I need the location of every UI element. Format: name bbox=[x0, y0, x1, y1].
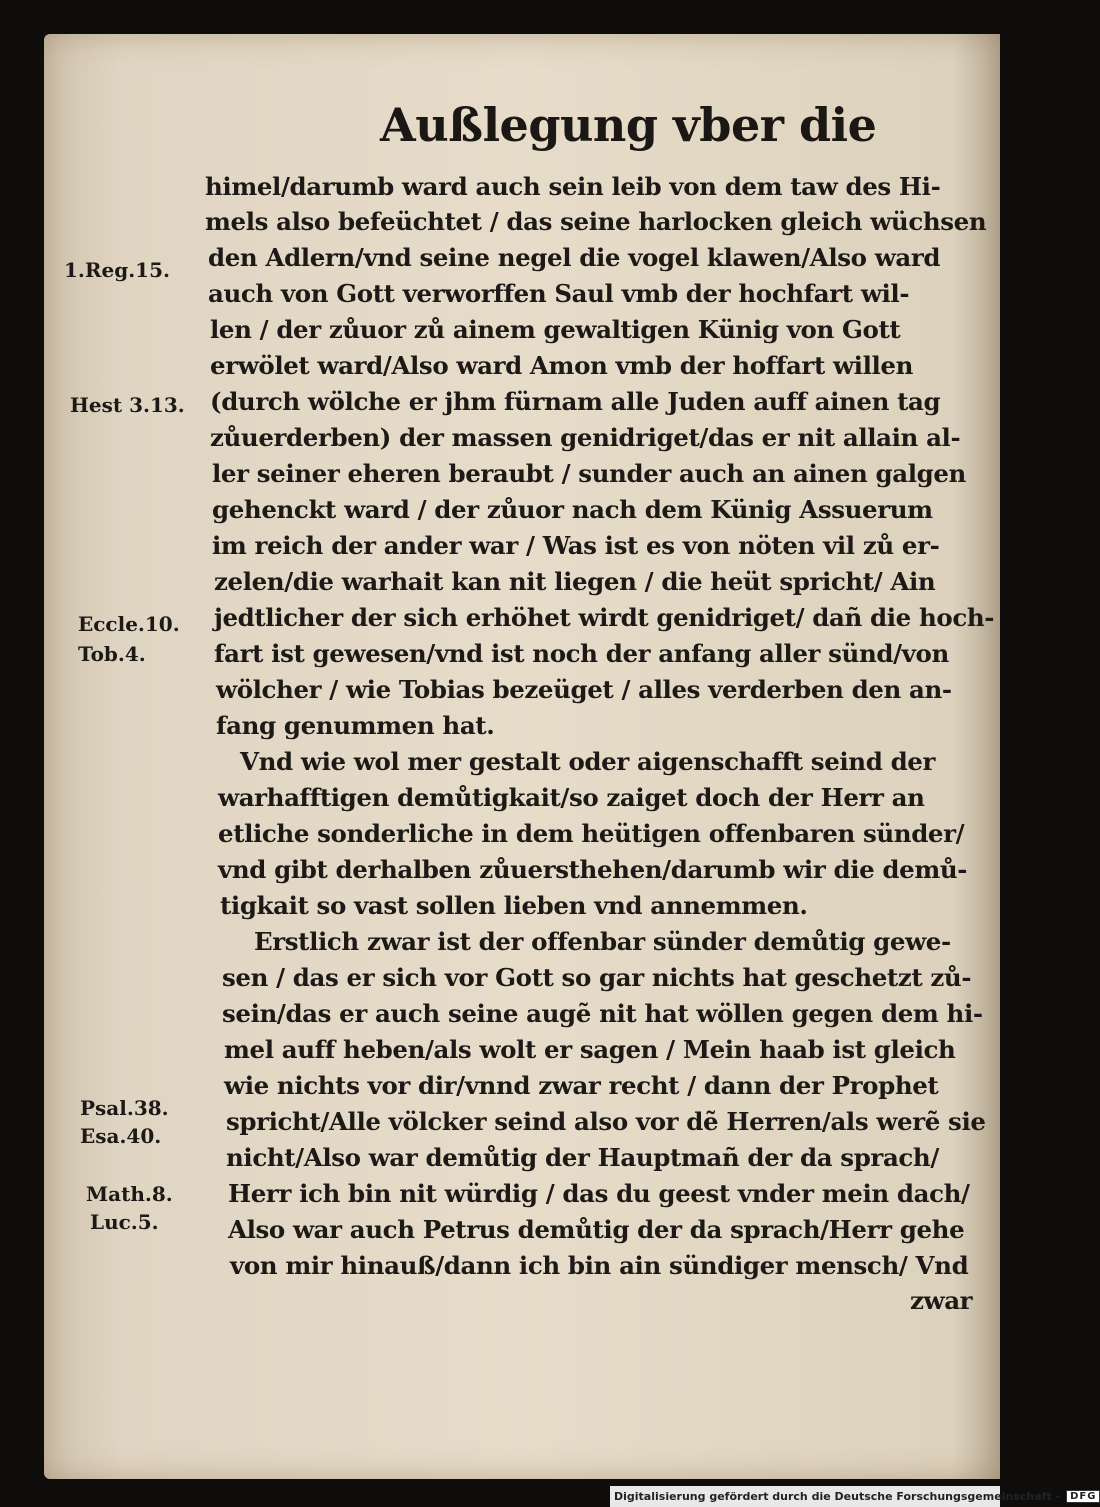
text-line: den Adlern/vnd seine negel die vogel klawen/Also ward bbox=[208, 243, 941, 272]
text-line: warhafftigen demůtigkait/so zaiget doch der Herr an bbox=[218, 783, 925, 812]
margin-note: 1.Reg.15. bbox=[64, 258, 170, 282]
text-line: himel/darumb ward auch sein leib von dem taw des Hi- bbox=[205, 172, 941, 201]
text-line: fang genummen hat. bbox=[216, 711, 495, 740]
page-header: Außlegung vber die bbox=[380, 98, 877, 152]
text-line: Vnd wie wol mer gestalt oder aigenschafft seind der bbox=[240, 747, 935, 776]
text-line: nicht/Also war demůtig der Hauptmañ der da sprach/ bbox=[226, 1143, 939, 1172]
margin-note: Math.8. bbox=[86, 1182, 173, 1206]
text-line: erwölet ward/Also ward Amon vmb der hoffart willen bbox=[210, 351, 914, 380]
text-line: tigkait so vast sollen lieben vnd annemmen. bbox=[220, 891, 808, 920]
text-line: von mir hinauß/dann ich bin ain sündiger mensch/ Vnd bbox=[230, 1251, 969, 1280]
text-line: Also war auch Petrus demůtig der da sprach/Herr gehe bbox=[228, 1215, 965, 1244]
text-line: len / der zůuor zů ainem gewaltigen Künig von Gott bbox=[210, 315, 901, 344]
text-line: etliche sonderliche in dem heütigen offenbaren sünder/ bbox=[218, 819, 965, 848]
text-line: mel auff heben/als wolt er sagen / Mein haab ist gleich bbox=[224, 1035, 956, 1064]
text-line: wölcher / wie Tobias bezeüget / alles verderben den an- bbox=[216, 675, 952, 704]
footer-bar bbox=[610, 1486, 1097, 1507]
text-line: Erstlich zwar ist der offenbar sünder demůtig gewe- bbox=[254, 927, 951, 956]
text-line: gehenckt ward / der zůuor nach dem Künig Assuerum bbox=[212, 495, 933, 524]
text-line: zůuerderben) der massen genidriget/das er nit allain al- bbox=[210, 423, 961, 452]
text-line: sein/das er auch seine augẽ nit hat wöllen gegen dem hi- bbox=[222, 999, 983, 1028]
margin-note: Tob.4. bbox=[78, 642, 146, 666]
text-line: fart ist gewesen/vnd ist noch der anfang aller sünd/von bbox=[214, 639, 949, 668]
margin-note: Eccle.10. bbox=[78, 612, 180, 636]
text-line: spricht/Alle völcker seind also vor dẽ Herren/als werẽ sie bbox=[226, 1107, 986, 1136]
text-line: sen / das er sich vor Gott so gar nichts hat geschetzt zů- bbox=[222, 963, 972, 992]
text-line: im reich der ander war / Was ist es von nöten vil zů er- bbox=[212, 531, 940, 560]
margin-note: Esa.40. bbox=[80, 1124, 162, 1148]
margin-note: Hest 3.13. bbox=[70, 393, 185, 417]
margin-note: Luc.5. bbox=[90, 1210, 159, 1234]
text-line: wie nichts vor dir/vnnd zwar recht / dann der Prophet bbox=[224, 1071, 939, 1100]
text-line: vnd gibt derhalben zůuersthehen/darumb wir die demů- bbox=[218, 855, 968, 884]
margin-note: Psal.38. bbox=[80, 1096, 169, 1120]
dfg-logo: DFG bbox=[1066, 1490, 1100, 1503]
text-line: auch von Gott verworffen Saul vmb der hochfart wil- bbox=[208, 279, 910, 308]
text-line: (durch wölche er jhm fürnam alle Juden auff ainen tag bbox=[210, 387, 941, 416]
text-line: ler seiner eheren beraubt / sunder auch an ainen galgen bbox=[212, 459, 966, 488]
text-line: Herr ich bin nit würdig / das du geest vnder mein dach/ bbox=[228, 1179, 970, 1208]
text-line: jedtlicher der sich erhöhet wirdt genidriget/ dañ die hoch- bbox=[214, 603, 995, 632]
catchword: zwar bbox=[910, 1286, 973, 1315]
footer-text: Digitalisierung gefördert durch die Deutsche Forschungsgemeinschaft - bbox=[614, 1490, 1061, 1503]
text-line: zelen/die warhait kan nit liegen / die heüt spricht/ Ain bbox=[214, 567, 936, 596]
text-line: mels also befeüchtet / das seine harlocken gleich wüchsen bbox=[205, 207, 987, 236]
